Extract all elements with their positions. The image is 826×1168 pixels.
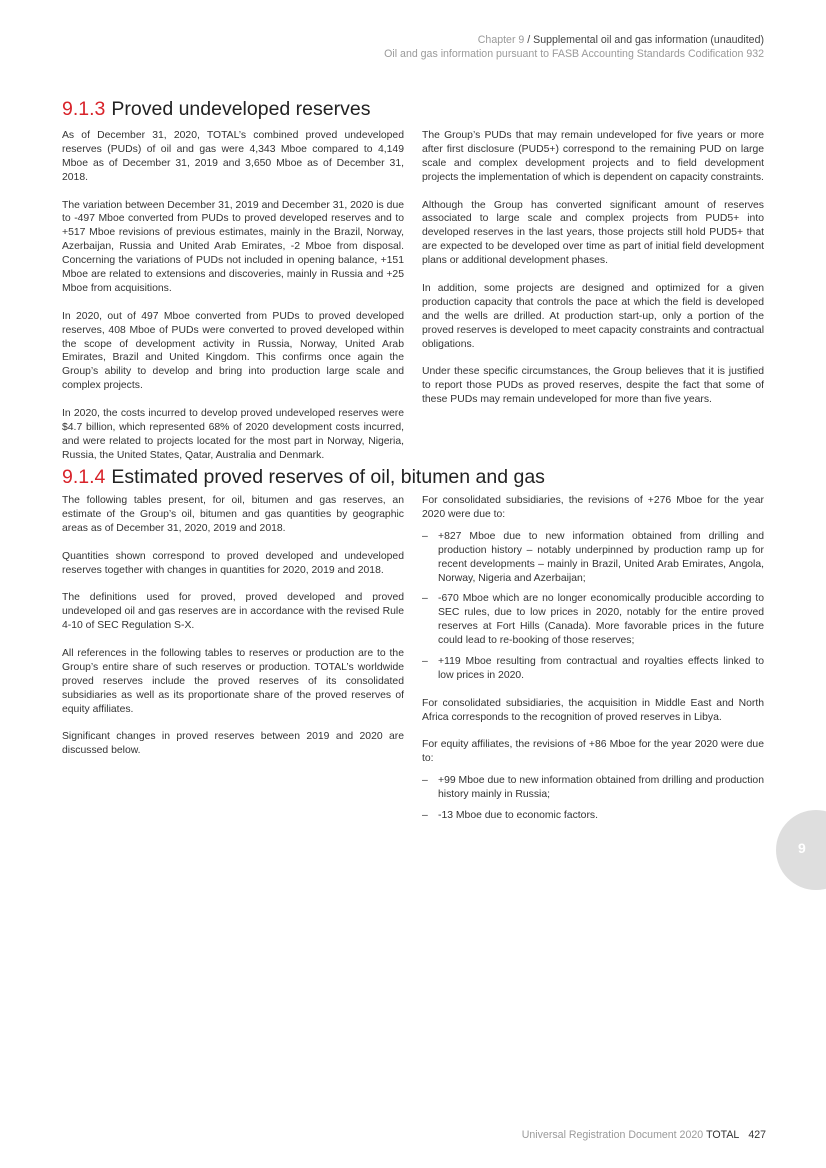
list-item bbox=[422, 774, 764, 802]
section1-left-column bbox=[62, 129, 404, 477]
paragraph: In addition, some projects are designed and optimized for a given production capacity that controls the pace at which the field is developed and the wells are drilled. At production start-up, only a portion of the proved reserves is developed to meet capacity constraints and contractual obligations. bbox=[422, 282, 764, 350]
revisions-list bbox=[422, 530, 764, 683]
section1-right-column bbox=[422, 129, 764, 421]
paragraph: The following tables present, for oil, bitumen and gas reserves, an estimate of the Group’s oil, bitumen and gas quantities by geographic areas as of December 31, 2020, 2019 and 2018. bbox=[62, 495, 404, 534]
footer-brand: TOTAL bbox=[706, 1129, 740, 1141]
section-title-text: Estimated proved reserves of oil, bitumen and gas bbox=[111, 466, 545, 488]
bullet-dash: – bbox=[422, 656, 428, 668]
paragraph: As of December 31, 2020, TOTAL’s combined proved undeveloped reserves (PUDs) of oil and gas were 4,343 Mboe compared to 4,149 Mboe as of December 31, 2019 and 3,650 Mboe as of December 31, 2018. bbox=[62, 130, 404, 183]
bullet-dash: – bbox=[422, 775, 428, 787]
section-title-913 bbox=[62, 98, 370, 121]
paragraph: For consolidated subsidiaries, the revisions of +276 Mboe for the year 2020 were due to: bbox=[422, 495, 764, 520]
paragraph: For equity affiliates, the revisions of +86 Mboe for the year 2020 were due to: bbox=[422, 739, 764, 765]
footer-document: Universal Registration Document 2020 bbox=[521, 1129, 704, 1141]
paragraph: Significant changes in proved reserves between 2019 and 2020 are discussed below. bbox=[62, 731, 404, 757]
list-item bbox=[422, 809, 764, 823]
header-subtitle: Oil and gas information pursuant to FASB Accounting Standards Codification 932 bbox=[384, 47, 764, 60]
paragraph: For consolidated subsidiaries, the acquisition in Middle East and North Africa corresponds to the recognition of proved reserves in Libya. bbox=[422, 697, 764, 723]
list-item-text: -13 Mboe due to economic factors. bbox=[438, 810, 598, 822]
paragraph: In 2020, the costs incurred to develop proved undeveloped reserves were $4.7 billion, which represented 68% of 2020 development costs incurred, and were related to projects located for the most part in Norway, Nigeria, Russia, the United States, Qatar, Australia and Denmark. bbox=[62, 408, 404, 461]
bullet-dash: – bbox=[422, 530, 428, 542]
paragraph: In 2020, out of 497 Mboe converted from PUDs to proved developed reserves, 408 Mboe of PUDs were converted to proved developed within the scope of development activity in Russia, Norway, United Arab Emirates, Brazil and United Kingdom. This confirms once again the Group’s ability to develop and bring into production large scale and complex projects. bbox=[62, 310, 404, 392]
list-item bbox=[422, 530, 764, 586]
section2-left-column bbox=[62, 494, 404, 772]
section-title-text: Proved undeveloped reserves bbox=[111, 98, 371, 120]
paragraph: Under these specific circumstances, the Group believes that it is justified to report those PUDs as proved reserves, despite the fact that some of these PUDs may remain undeveloped for more than five years. bbox=[422, 366, 764, 406]
chapter-tab bbox=[776, 810, 826, 890]
list-item bbox=[422, 655, 764, 683]
paragraph: Quantities shown correspond to proved developed and undeveloped reserves together with changes in quantities for 2020, 2019 and 2018. bbox=[62, 550, 404, 576]
paragraph: The variation between December 31, 2019 and December 31, 2020 is due to -497 Mboe converted from PUDs to proved developed reserves and to +517 Mboe revisions of previous estimates, mainly in the Brazil, Norway, Azerbaijan, Russia and United Arab Emirates, -2 Mboe from disposal. Concerning the variations of PUDs not included in opening balance, +151 Mboe are related to extensions and discoveries, mainly in Russia and +25 Mboe from acquisitions. bbox=[62, 199, 404, 294]
header-chapter: Chapter 9 bbox=[477, 34, 525, 46]
section-number: 9.1.4 bbox=[62, 466, 106, 488]
section-title-914 bbox=[62, 466, 545, 489]
list-item-text: +827 Mboe due to new information obtained from drilling and production history – notably underpinned by production ramp up for recent developments – mainly in Brazil, United Arab Emirates, Angola, Norway, Nigeria and Azerbaijan; bbox=[438, 530, 764, 584]
list-item-text: -670 Mboe which are no longer economically producible according to SEC rules, due to low prices in 2020, notably for the entire proved reserves at Fort Hills (Canada). More favorable prices in the future could lead to re-booking of those reserves; bbox=[438, 593, 764, 647]
list-item-text: +119 Mboe resulting from contractual and royalties effects linked to low prices in 2020. bbox=[438, 656, 764, 681]
chapter-tab-number: 9 bbox=[798, 840, 806, 856]
equity-revisions-list bbox=[422, 774, 764, 823]
list-item-text: +99 Mboe due to new information obtained from drilling and production history mainly in Russia; bbox=[438, 775, 764, 801]
paragraph: The Group’s PUDs that may remain undeveloped for five years or more after first disclosure (PUD5+) correspond to the remaining PUD on large scale and complex development projects and to field development projects the implementation of which is dependent on capacity constraints. bbox=[422, 130, 764, 183]
paragraph: All references in the following tables to reserves or production are to the Group’s entire share of such reserves or production. TOTAL’s worldwide proved reserves include the proved reserves of its consolidated subsidiaries as well as its proportionate share of the proved reserves of equity affiliates. bbox=[62, 647, 404, 715]
header-chapter-line bbox=[384, 34, 764, 48]
paragraph: Although the Group has converted significant amount of reserves associated to large scale and complex projects from PUD5+ into developed reserves in the last years, those projects still hold PUD5+ that are expected to be developed over time as part of initial field development plans or additional development phases. bbox=[422, 199, 764, 267]
paragraph: The definitions used for proved, proved developed and proved undeveloped oil and gas reserves are in accordance with the revised Rule 4-10 of SEC Regulation S-X. bbox=[62, 592, 404, 632]
header-chapter-title: / Supplemental oil and gas information (unaudited) bbox=[524, 34, 764, 46]
bullet-dash: – bbox=[422, 593, 428, 605]
page-number: 427 bbox=[748, 1129, 766, 1141]
section-number: 9.1.3 bbox=[62, 98, 106, 120]
running-header bbox=[384, 34, 764, 61]
section2-right-column bbox=[422, 494, 764, 837]
list-item bbox=[422, 592, 764, 648]
page-footer bbox=[522, 1129, 766, 1141]
bullet-dash: – bbox=[422, 810, 428, 822]
